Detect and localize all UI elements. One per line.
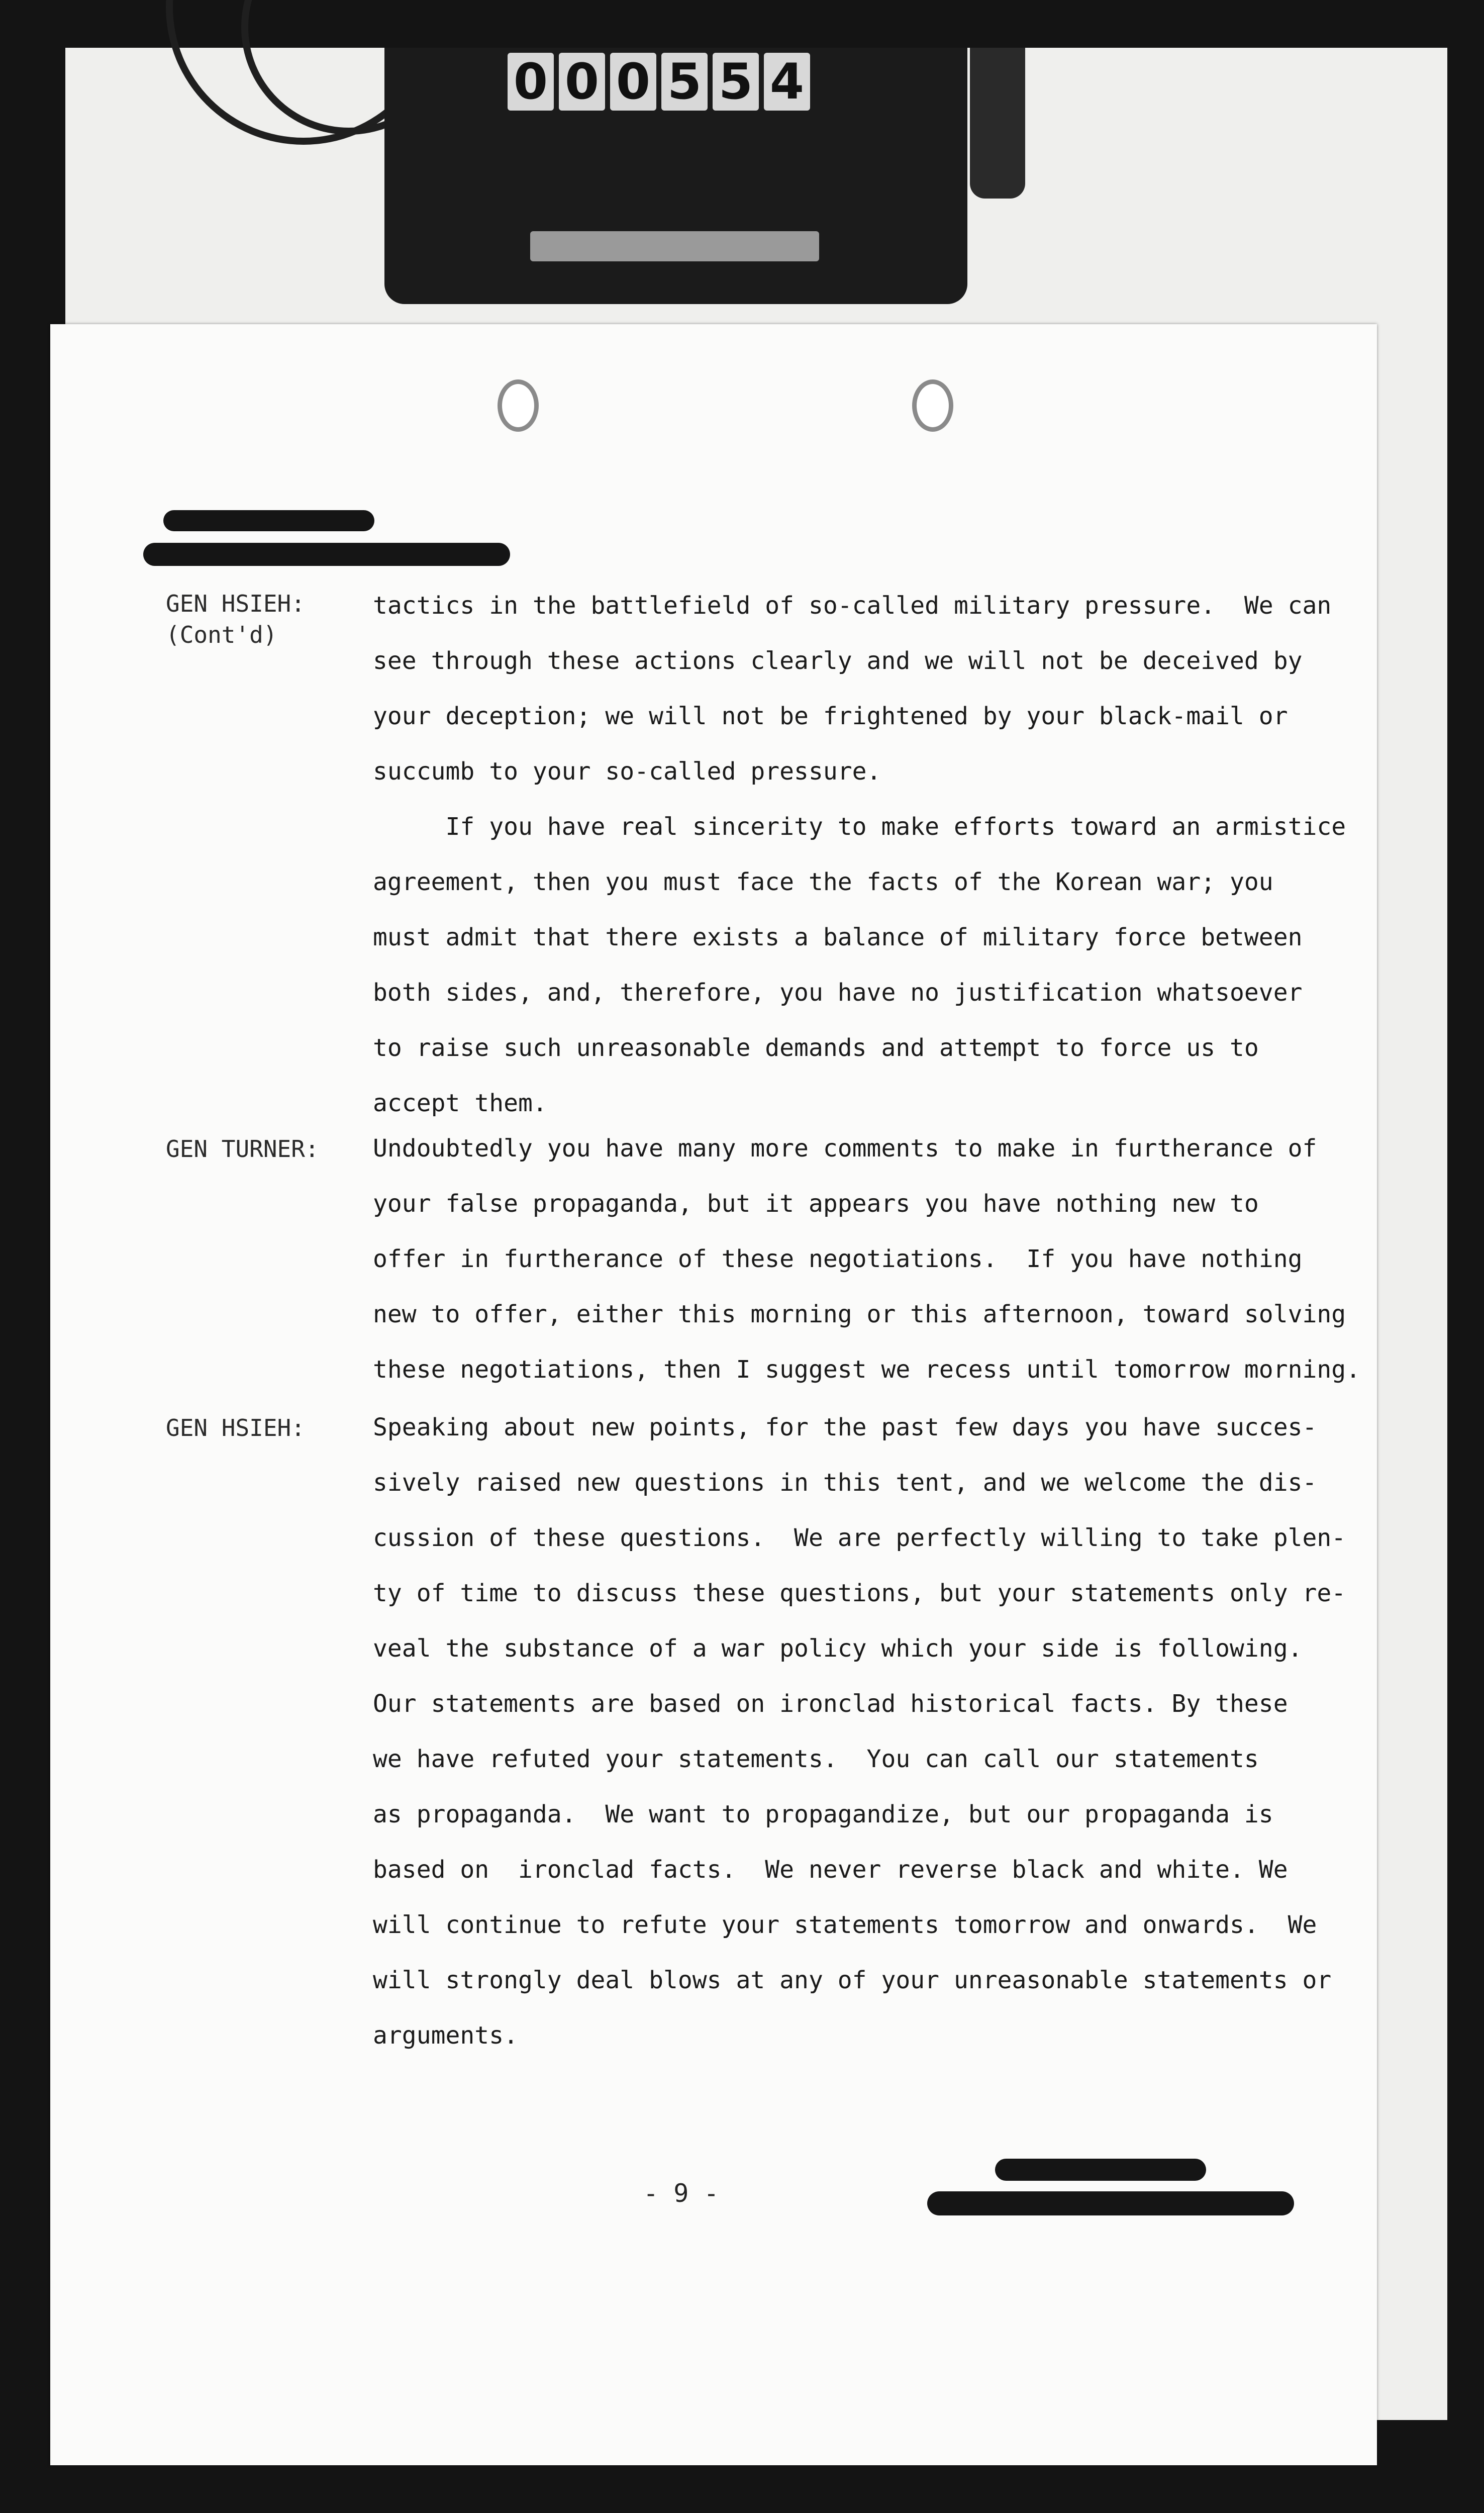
frame-counter-digit: 0 — [610, 53, 656, 111]
text-line: we have refuted your statements. You can call our statements — [373, 1745, 1259, 1773]
frame-counter-digit: 5 — [713, 53, 759, 111]
text-line: your false propaganda, but it appears you have nothing new to — [373, 1190, 1259, 1218]
redaction-bar — [163, 510, 374, 531]
text-line: see through these actions clearly and we will not be deceived by — [373, 647, 1303, 675]
text-line: will continue to refute your statements tomorrow and onwards. We — [373, 1911, 1317, 1939]
frame-counter-digit: 4 — [764, 53, 810, 111]
speaker-name: GEN HSIEH: — [166, 1414, 305, 1441]
punch-hole — [912, 379, 953, 432]
redaction-bar — [995, 2159, 1206, 2181]
speaker-continuation: (Cont'd) — [166, 621, 277, 648]
text-line: must admit that there exists a balance of military force between — [373, 923, 1303, 951]
speech-paragraph — [373, 1400, 1346, 2063]
text-line: Speaking about new points, for the past few days you have succes- — [373, 1413, 1317, 1441]
page-number: - 9 - — [643, 2179, 719, 2208]
text-line: ty of time to discuss these questions, but your statements only re- — [373, 1579, 1346, 1607]
text-line: sively raised new questions in this tent, and we welcome the dis- — [373, 1469, 1317, 1497]
text-line: to raise such unreasonable demands and attempt to force us to — [373, 1034, 1259, 1062]
text-line: new to offer, either this morning or this afternoon, toward solving — [373, 1300, 1346, 1328]
counter-nameplate — [530, 231, 819, 261]
text-line: tactics in the battlefield of so-called military pressure. We can — [373, 592, 1332, 620]
text-line: these negotiations, then I suggest we recess until tomorrow morning. — [373, 1356, 1361, 1384]
text-line: both sides, and, therefore, you have no justification whatsoever — [373, 979, 1303, 1007]
speaker-label — [166, 1133, 319, 1165]
speaker-name: GEN TURNER: — [166, 1135, 319, 1163]
text-line: accept them. — [373, 1089, 547, 1117]
text-line: based on ironclad facts. We never reverse black and white. We — [373, 1856, 1288, 1884]
frame-counter-knob — [970, 48, 1025, 199]
text-line: agreement, then you must face the facts of the Korean war; you — [373, 868, 1273, 896]
text-line: If you have real sincerity to make efforts toward an armistice — [373, 813, 1346, 841]
speaker-label — [166, 588, 305, 650]
speaker-label — [166, 1412, 305, 1443]
speech-paragraph — [373, 799, 1346, 1131]
frame-counter-digit: 0 — [508, 53, 554, 111]
text-line: succumb to your so-called pressure. — [373, 757, 881, 786]
speech-paragraph — [373, 1121, 1361, 1397]
punch-hole — [498, 379, 539, 432]
redaction-bar — [143, 543, 510, 566]
speech-paragraph — [373, 578, 1332, 799]
redaction-bar — [927, 2191, 1294, 2215]
text-line: veal the substance of a war policy which your side is following. — [373, 1634, 1303, 1663]
text-line: cussion of these questions. We are perfectly willing to take plen- — [373, 1524, 1346, 1552]
text-line: as propaganda. We want to propagandize, but our propaganda is — [373, 1800, 1273, 1828]
text-line: your deception; we will not be frightened by your black-mail or — [373, 702, 1288, 730]
text-line: Undoubtedly you have many more comments to make in furtherance of — [373, 1134, 1317, 1163]
frame-counter-digit: 0 — [559, 53, 605, 111]
frame-counter-digit: 5 — [661, 53, 708, 111]
text-line: offer in furtherance of these negotiations. If you have nothing — [373, 1245, 1303, 1273]
text-line: Our statements are based on ironclad historical facts. By these — [373, 1690, 1288, 1718]
speaker-name: GEN HSIEH: — [166, 590, 305, 617]
text-line: arguments. — [373, 2021, 518, 2050]
document-page — [50, 324, 1377, 2465]
frame-counter — [508, 53, 810, 113]
text-line: will strongly deal blows at any of your unreasonable statements or — [373, 1966, 1332, 1994]
